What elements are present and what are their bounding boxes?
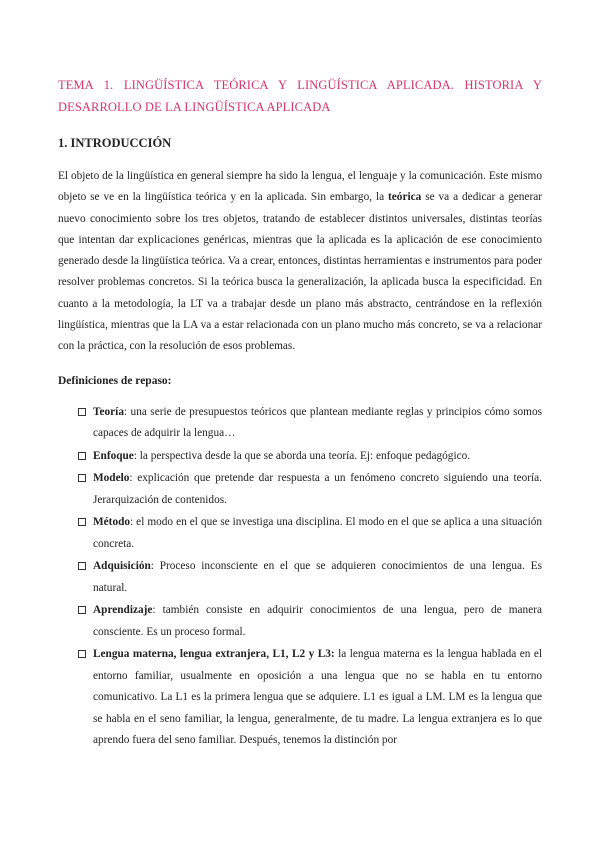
definition-term: Teoría	[93, 405, 124, 418]
definition-text: la lengua materna es la lengua hablada en el entorno familiar, usualmente en oposición a una lengua que no se habla en tu entorno comunicativo. La L1 es la primera lengua que se adquiere. L1 es igual a LM. LM es la lengua que se habla en el seno familiar, la lengua, generalmente, de tu madre. La lengua extranjera es lo que aprendo fuera del seno familiar. Después, tenemos la distinción por	[93, 648, 542, 747]
definitions-list	[58, 402, 542, 752]
checkbox-bullet-icon	[78, 562, 86, 570]
definition-item	[58, 600, 542, 643]
definition-item	[58, 468, 542, 511]
intro-bold-term: teórica	[388, 191, 422, 204]
definition-item	[58, 402, 542, 445]
checkbox-bullet-icon	[78, 408, 86, 416]
definition-term: Adquisición	[93, 560, 151, 573]
definition-term: Lengua materna, lengua extranjera, L1, L2 y L3:	[93, 648, 335, 661]
checkbox-bullet-icon	[78, 452, 86, 460]
definition-term: Aprendizaje	[93, 604, 153, 617]
definition-term: Modelo	[93, 472, 130, 485]
checkbox-bullet-icon	[78, 518, 86, 526]
section-heading: 1. INTRODUCCIÓN	[58, 136, 172, 150]
definition-item	[58, 644, 542, 752]
definition-text: : también consiste en adquirir conocimientos de una lengua, pero de manera consciente. Es un proceso formal.	[93, 604, 542, 638]
definitions-heading: Definiciones de repaso:	[58, 374, 172, 387]
definition-text: : el modo en el que se investiga una disciplina. El modo en el que se aplica a una situación concreta.	[93, 516, 542, 550]
document-title: TEMA 1. LINGÜÍSTICA TEÓRICA Y LINGÜÍSTICA APLICADA. HISTORIA Y DESARROLLO DE LA LINGÜÍSTICA APLICADA	[58, 78, 542, 114]
definition-text: : una serie de presupuestos teóricos que plantean mediante reglas y principios cómo somos capaces de adquirir la lengua…	[93, 405, 542, 440]
intro-text-part2: se va a dedicar a generar nuevo conocimiento sobre los tres objetos, tratando de establecer distintos universales, distintas teorías que intentan dar explicaciones genéricas, mientras que la aplicada es la aplicación de ese conocimiento generado desde la lingüística teórica. Va a crear, entonces, distintas herramientas e instrumentos para poder resolver problemas concretos. Si la teórica busca la generalización, la aplicada busca la especificidad. En cuanto a la metodología, la LT va a trabajar desde un plano más abstracto, centrándose en la reflexión lingüística, mientras que la LA va a estar relacionada con un plano mucho más concreto, se va a relacionar con la práctica, con la resolución de esos problemas.	[58, 191, 542, 353]
intro-text-part1: El objeto de la lingüística en general siempre ha sido la lengua, el lenguaje y la comunicación. Este mismo objeto se ve en la lingüística teórica y en la aplicada. Sin embargo, la	[58, 170, 542, 204]
intro-paragraph	[58, 166, 542, 358]
definition-item	[58, 556, 542, 599]
definition-term: Enfoque	[93, 449, 134, 462]
checkbox-bullet-icon	[78, 474, 86, 482]
definition-text: : la perspectiva desde la que se aborda una teoría. Ej: enfoque pedagógico.	[133, 449, 471, 462]
definition-text: : explicación que pretende dar respuesta a un fenómeno concreto siguiendo una teoría. Jerarquización de contenidos.	[93, 472, 542, 506]
checkbox-bullet-icon	[78, 606, 86, 614]
definition-item	[58, 446, 542, 468]
definition-term: Método	[93, 516, 131, 529]
checkbox-bullet-icon	[78, 650, 86, 658]
definition-text: : Proceso inconsciente en el que se adquieren conocimientos de una lengua. Es natural.	[93, 560, 542, 594]
definition-item	[58, 512, 542, 555]
